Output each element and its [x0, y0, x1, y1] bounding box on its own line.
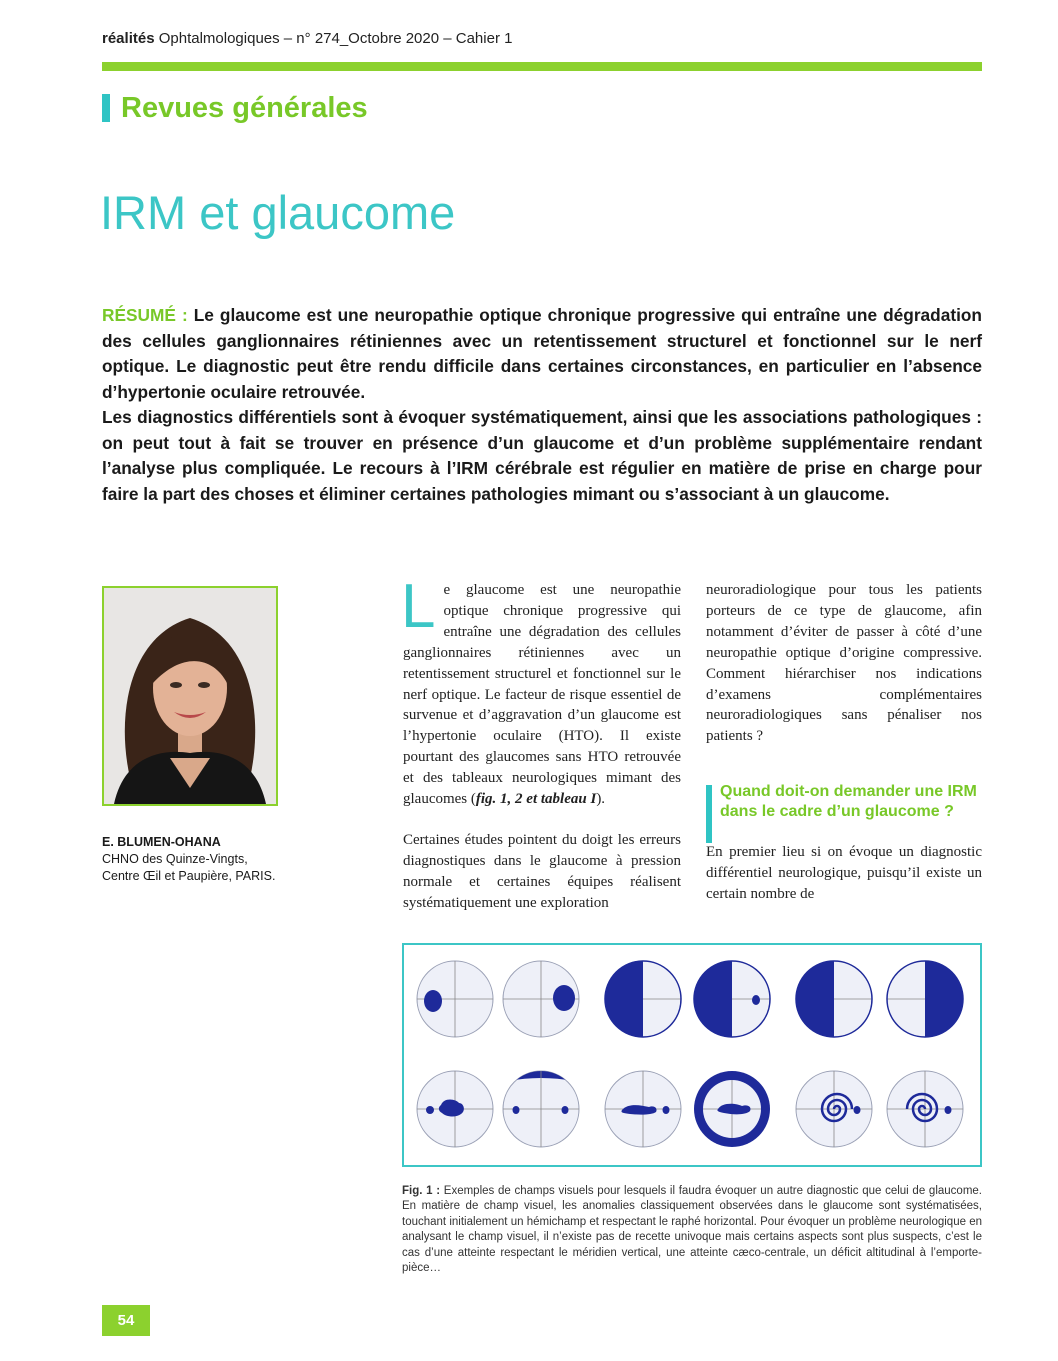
body-paragraph-2-continued: neuroradiologique pour tous les patients porteurs de ce type de glaucome, afin notamment d’éviter de passer à côté d’une neuropathie optique d’origine compressive. Comment hiérarchiser nos indications d’examens complémentaires neuroradiologiques sans pénaliser nos patients ? — [706, 582, 982, 745]
article-title: IRM et glaucome — [100, 186, 456, 239]
page-number: 54 — [102, 1305, 150, 1336]
section-heading — [102, 88, 368, 128]
running-head — [102, 30, 512, 47]
body-paragraph-3: En premier lieu si on évoque un diagnostic différentiel neurologique, puisqu’il existe un certain nombre de — [706, 844, 982, 903]
header-rule — [102, 62, 982, 71]
author-name: E. BLUMEN-OHANA — [102, 835, 221, 849]
figure-caption — [402, 1184, 982, 1276]
body-column-2 — [706, 580, 982, 905]
issue-info: Ophtalmologiques – n° 274_Octobre 2020 – Cahier 1 — [158, 30, 513, 47]
field-11 — [796, 1071, 872, 1147]
author-affiliation-1: CHNO des Quinze-Vingts, — [102, 852, 248, 866]
field-12 — [887, 1071, 963, 1147]
figure-reference: fig. 1, 2 et tableau I — [475, 791, 597, 808]
field-5 — [796, 961, 872, 1037]
field-6 — [887, 961, 963, 1037]
caption-text: Exemples de champs visuels pour lesquels il faudra évoquer un autre diagnostic que celui de glaucome. En matière de champ visuel, les anomalies classiquement observées dans le glaucome sont systématisées, touchant initialement un hémichamp et respectant le raphé horizontal. Pour évoquer un problème neurologique en analysant le champ visuel, il n’existe pas de recette univoque mais certains aspects sont plus suspects, c’est le cas d’une atteinte respectant le méridien vertical, une atteinte cæco-centrale, un déficit altitudinal à l’emporte-pièce… — [402, 1185, 982, 1275]
visual-field-diagrams — [404, 945, 980, 1165]
caption-label: Fig. 1 : — [402, 1185, 441, 1197]
author-portrait — [104, 588, 276, 804]
abstract-text-1: Le glaucome est une neuropathie optique chronique progressive qui entraîne une dégradation des cellules ganglionnaires rétiniennes avec un retentissement structurel et fonctionnel sur le nerf optique. Le diagnostic peut être rendu difficile dans certaines circonstances, en particulier en l’absence d’hypertonie oculaire retrouvée. — [102, 305, 982, 402]
field-7 — [417, 1071, 493, 1147]
field-4 — [694, 961, 770, 1037]
figure-visual-fields — [402, 943, 982, 1167]
field-8 — [503, 1071, 579, 1147]
body-paragraph-1 — [401, 572, 681, 810]
author-info — [102, 834, 275, 885]
subheading: Quand doit-on demander une IRM dans le cadre d’un glaucome ? — [706, 782, 982, 822]
body-paragraph-2: Certaines études pointent du doigt les erreurs diagnostiques dans le glaucome à pression normale et certaines équipes réalisent systématiquement une exploration — [403, 831, 681, 911]
journal-name: réalités — [102, 30, 155, 47]
field-3 — [605, 961, 681, 1037]
field-9 — [605, 1071, 681, 1147]
body-column-1 — [401, 572, 681, 914]
abstract — [102, 303, 982, 507]
body-text-1a: e glaucome est une neuropathie optique chronique progressive qui entraîne une dégradation des cellules ganglionnaires rétiniennes avec un retentissement structurel et fonctionnel sur le nerf optique. Le facteur de risque essentiel de survenue et d’aggravation d’un glaucome est l’hypertonie oculaire (HTO). Il existe pourtant des glaucomes sans HTO retrouvée et des tableaux neurologiques mimant des glaucomes ( — [403, 582, 681, 808]
author-photo — [102, 586, 278, 806]
body-text-1b: ). — [596, 791, 606, 808]
section-label: Revues générales — [121, 91, 368, 124]
field-10 — [694, 1071, 770, 1147]
drop-cap: L — [401, 572, 436, 641]
abstract-p2: Les diagnostics différentiels sont à évoquer systématiquement, ainsi que les associations pathologiques : on peut tout à fait se trouver en présence d’un glaucome et d’un problème supplémentaire rendant l’analyse plus compliquée. Le recours à l’IRM cérébrale est régulier en matière de prise en charge pour faire la part des choses et éliminer certaines pathologies mimant ou s’associant à un glaucome. — [102, 407, 982, 504]
author-affiliation-2: Centre Œil et Paupière, PARIS. — [102, 869, 276, 883]
abstract-keyword: RÉSUMÉ : — [102, 305, 188, 325]
abstract-p1 — [102, 303, 982, 405]
section-bar — [102, 94, 110, 122]
field-2 — [503, 961, 579, 1037]
field-1 — [417, 961, 493, 1037]
